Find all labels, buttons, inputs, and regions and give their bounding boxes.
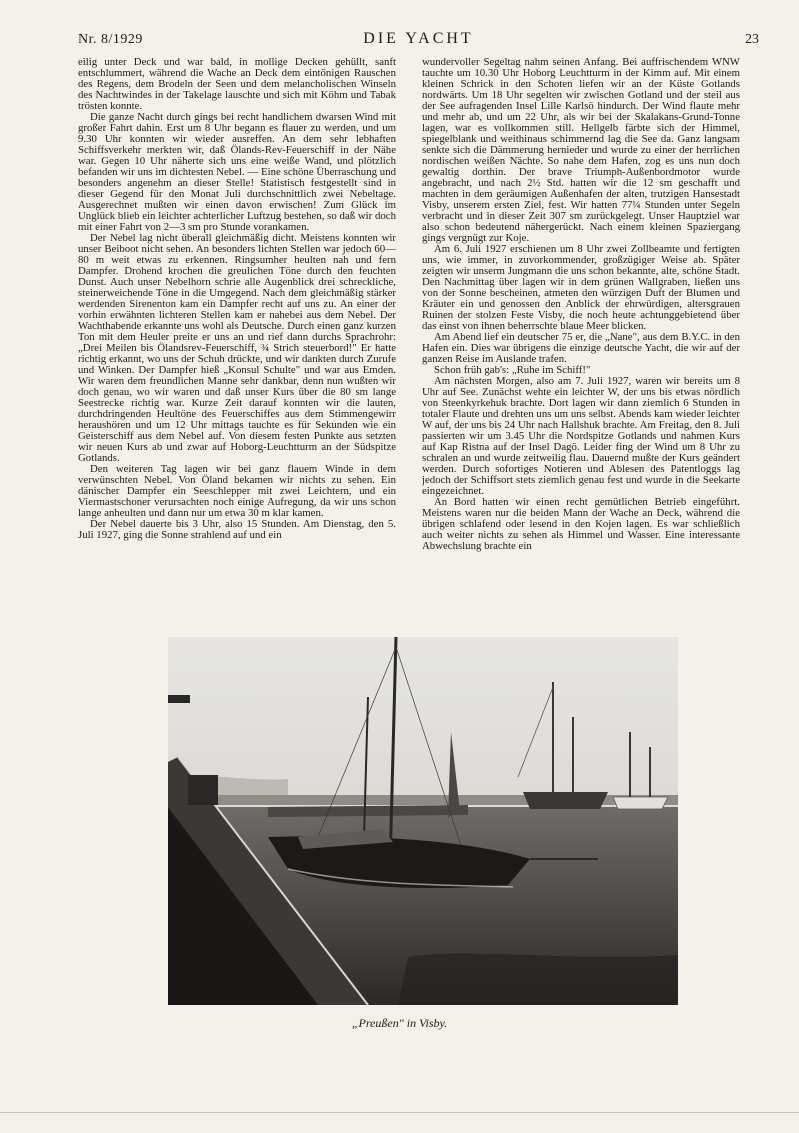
paragraph: An Bord hatten wir einen recht gemütlichen Betrieb eingeführt. Meistens waren nur die beiden Mann der Wache an Deck, während die übrigen schlafend oder lesend in den Kojen lagen. Es war schließlich auch weiter nichts zu sehen als Himmel und Wasser. Eine interessante Abwechslung brachte ein [422, 496, 740, 552]
magazine-title: DIE YACHT [363, 30, 474, 47]
article-body [78, 57, 740, 635]
right-column [422, 57, 740, 635]
photo-caption: „Preußen" in Visby. [351, 1016, 448, 1030]
paragraph: Am nächsten Morgen, also am 7. Juli 1927, waren wir bereits um 8 Uhr auf See. Zunächst wehte ein leichter W, der uns bis etwas nördlich von Steenkyrkehuk brachte. Dort lagen wir dann ziemlich 6 Stunden in totaler Flaute und drehten uns um uns selbst. Abends kam wieder leichter W auf, der uns bis 24 Uhr nach Hallshuk brachte. Am Freitag, den 8. Juli passierten wir um 3.45 Uhr die Nordspitze Gotlands und nahmen Kurs auf Kap Ristna auf der Insel Dagö. Leider fing der Wind um 8 Uhr zu schralen an und wurde zeitweilig flau. Dauernd mußte der Kurs geändert werden. Durch sofortiges Notieren und Ablesen des Patentloggs lag jedoch der Schiffsort stets ziemlich genau fest und wurde in die Seekarte eingezeichnet. [422, 375, 740, 497]
issue-number: Nr. 8/1929 [78, 32, 143, 47]
harbor-photo [168, 637, 678, 1005]
paragraph: Der Nebel lag nicht überall gleichmäßig dicht. Meistens konnten wir unser Beiboot nicht sehen. An besonders lichten Stellen war jedoch 60—80 m weit etwas zu erkennen. Ringsumher heulten nah und fern Dampfer. Drohend krochen die greulichen Töne durch den feuchten Dunst. Auch unser Nebelhorn schrie alle Augenblick drei schreckliche, steinerweichende Töne in die Umgegend. Nach dem gleichmäßig stärker werdenden Sirenenton kam ein Dampfer recht auf uns zu. An einer der vorhin erwähnten lichteren Stellen kam er nahebei aus dem Nebel. Der Wachthabende erkannte uns wohl als Deutsche. Durch einen ganz kurzen Ton mit dem Heuler preite er uns an und rief dann durchs Sprachrohr: „Drei Meilen bis Ölandsrev-Feuerschiff, ¾ Strich steuerbord!" Er hatte richtig erkannt, wo uns der Schuh drückte, und wir dankten durch Zurufe und Winken. Der Dampfer hieß „Konsul Schulte" und war aus Emden. Wir waren dem freundlichen Manne sehr dankbar, denn nun wußten wir doch genau, wo wir waren und daß unser Kurs über die 80 sm lange Seestrecke richtig war. Kurze Zeit darauf konnten wir die lauten, durchdringenden Heultöne des Feuerschiffes aus dem Stimmengewirr heraushören und um 12 Uhr mittags tauchte es für Sekunden wie ein Geisterschiff aus dem Nebel auf. Von diesem festen Punkte aus setzten wir neuen Kurs ab und zwar auf Hoborg-Leuchtturm an der Südspitze Gotlands. [78, 232, 396, 464]
page-header [78, 32, 759, 52]
paragraph: Die ganze Nacht durch gings bei recht handlichem dwarsen Wind mit großer Fahrt dahin. Erst um 8 Uhr begann es flauer zu werden, und um 9.30 Uhr konnten wir wieder ausreffen. An dem sehr lebhaften Schiffsverkehr merkten wir, daß Ölands-Rev-Feuerschiff in der Nähe war. Gegen 10 Uhr näherte sich uns eine weiße Wand, und plötzlich befanden wir uns im dichtesten Nebel. — Eine schöne Überraschung und besonders angenehm an dieser Stelle! Statistisch festgestellt sind in dieser Gegend für den Monat Juli durchschnittlich zwei Nebeltage. Ausgerechnet mußten wir einen davon erwischen! Zum Glück im Unglück blieb ein leichter achterlicher Luftzug bestehen, so daß wir doch mit einer Fahrt von 2—3 sm pro Stunde vorankamen. [78, 111, 396, 233]
paragraph: Den weiteren Tag lagen wir bei ganz flauem Winde in dem verwünschten Nebel. Von Öland bekamen wir nichts zu sehen. Ein dänischer Dampfer ein Seeschlepper mit zwei Leichtern, und ein Viermastschoner verursachten noch einige Aufregung, da wir uns schon lange anheulten und dann nur um etwa 30 m klar kamen. [78, 463, 396, 519]
far-shore [208, 795, 678, 805]
paragraph: eilig unter Deck und war bald, in mollige Decken gehüllt, sanft entschlummert, während die Wache an Deck dem eintönigen Rauschen des Regens, dem Brodeln der Seen und dem melancholischen Winseln des Nachtwindes in der Takelage lauschte und sich mit Köhm und Tabak trösten konnte. [78, 57, 396, 112]
paragraph: wundervoller Segeltag nahm seinen Anfang. Bei auffrischendem WNW tauchte um 10.30 Uhr Hoborg Leuchtturm in der Kimm auf. Mit einem kleinen Schrick in den Schoten liefen wir an der Küste Gotlands nordwärts. Um 18 Uhr segelten wir zwischen Gotland und der steil aus der See aufragenden Insel Lille Karlsö hindurch. Der Wind flaute mehr und mehr ab, und um 22 Uhr, als wir bei der Skalakans-Grund-Tonne lagen, war es vollkommen still. Hellgelb färbte sich der Himmel, spiegelblank und weithinaus schimmernd lag die See da. Ganz langsam senkte sich die Dämmerung hernieder und wurde zu einer der herrlichen nordischen weißen Nächte. So nahe dem Hafen, zog es uns nun doch gewaltig dorthin. Der brave Triumph-Außenbordmotor wurde angebracht, und nach 2½ Std. hatten wir die 12 sm geschafft und machten in dem geräumigen Außenhafen der alten, trutzigen Hansestadt Visby, unserem ersten Ziel, fest. Wir hatten 77¼ Stunden unter Segeln verbracht und in dieser Zeit 307 sm zurückgelegt. Unser Hauptziel war also schon bedeutend nähergerückt. Nach einem kleinen Spaziergang gings vergnügt zur Koje. [422, 57, 740, 244]
page-number: 23 [745, 32, 759, 47]
left-column [78, 57, 396, 635]
pier [268, 805, 468, 817]
sailboat-harbor-image [168, 637, 678, 1005]
water-shadow [398, 953, 678, 1005]
paragraph: Der Nebel dauerte bis 3 Uhr, also 15 Stunden. Am Dienstag, den 5. Juli 1927, ging die Sonne strahlend auf und ein [78, 518, 396, 541]
paragraph: Am 6. Juli 1927 erschienen um 8 Uhr zwei Zollbeamte und fertigten uns, wie immer, in zuvorkommender, großzügiger Weise ab. Später zeigten wir unserm Jungmann die uns schon bekannte, alte, schöne Stadt. Den Nachmittag über lagen wir in dem grünen Wallgraben, ließen uns von der Sonne bescheinen, atmeten den würzigen Duft der Blumen und Kräuter ein und genossen den Anblick der ehrwürdigen, altersgrauen Ruinen der stolzen Feste Visby, die noch heute achtunggebietend über das einst von ihnen beherrschte blaue Meer blicken. [422, 243, 740, 332]
page-bottom-edge [0, 1112, 799, 1113]
paragraph: Schon früh gab's: „Ruhe im Schiff!" [434, 364, 591, 376]
paragraph: Am Abend lief ein deutscher 75 er, die „Nane", aus dem B.Y.C. in den Hafen ein. Dies war übrigens die einzige deutsche Yacht, die wir auf der ganzen Reise im Auslande trafen. [422, 331, 740, 365]
